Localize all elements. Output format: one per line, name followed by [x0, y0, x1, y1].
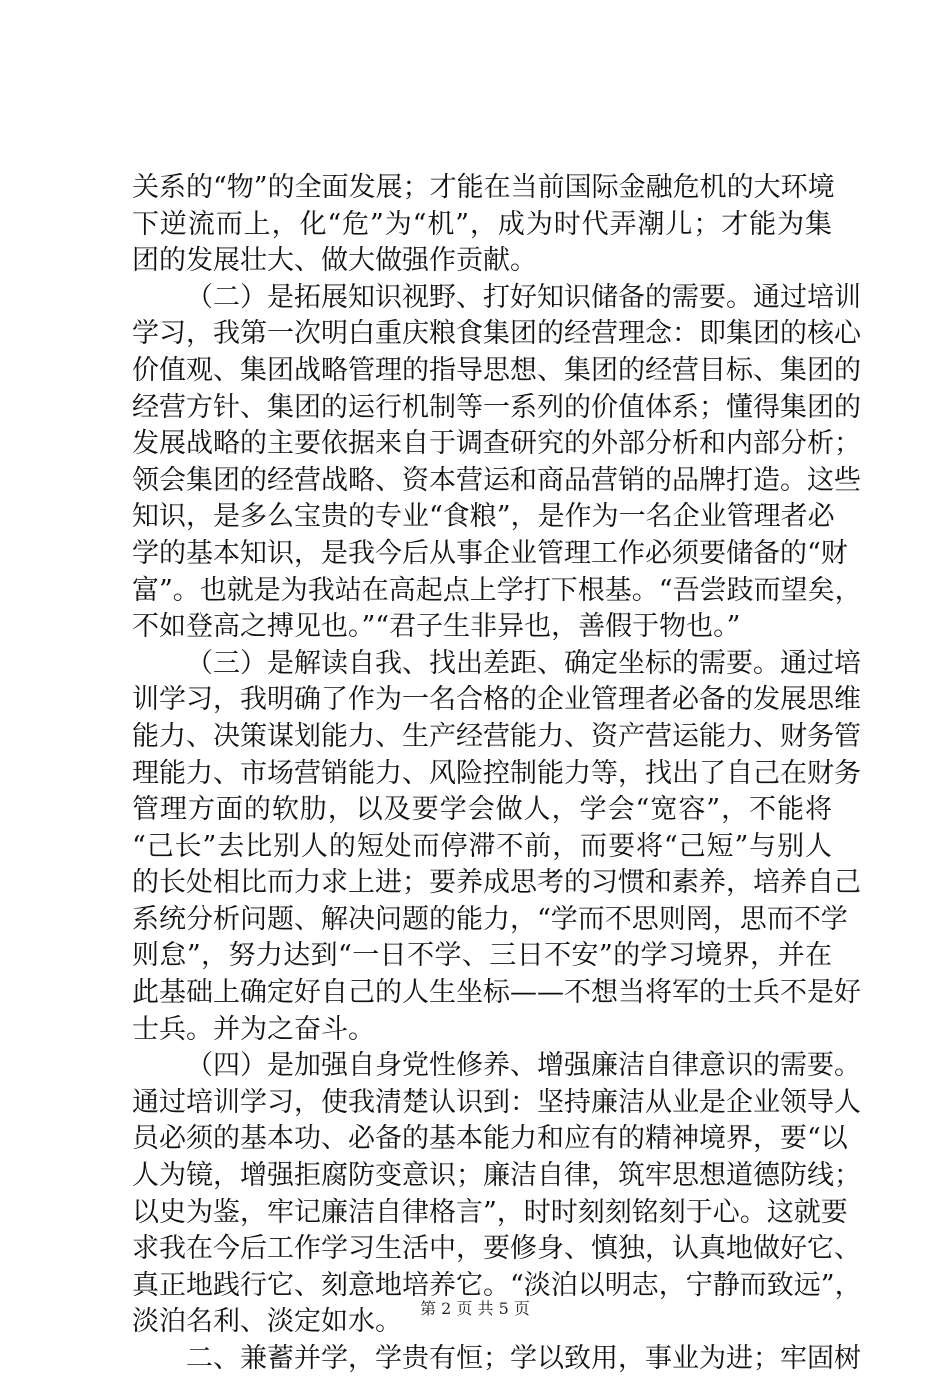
- text-line: 经营方针、集团的运行机制等一系列的价值体系；懂得集团的: [132, 391, 861, 423]
- text-line: （三）是解读自我、找出差距、确定坐标的需要。通过培: [186, 647, 861, 679]
- body-text: [132, 170, 862, 1378]
- text-line: 人为镜，增强拒腐防变意识；廉洁自律，筑牢思想道德防线；: [132, 1160, 861, 1192]
- text-line: 士兵。并为之奋斗。: [132, 1013, 375, 1045]
- text-line: 下逆流而上，化“危”为“机”，成为时代弄潮儿；才能为集: [132, 208, 832, 240]
- text-line: 训学习，我明确了作为一名合格的企业管理者必备的发展思维: [132, 684, 861, 716]
- text-line: 系统分析问题、解决问题的能力，“学而不思则罔，思而不学: [132, 903, 848, 935]
- text-line: 领会集团的经营战略、资本营运和商品营销的品牌打造。这些: [132, 464, 861, 496]
- text-line: 价值观、集团战略管理的指导思想、集团的经营目标、集团的: [132, 354, 861, 386]
- text-line: 知识，是多么宝贵的专业“食粮”，是作为一名企业管理者必: [132, 501, 835, 533]
- text-line: 能力、决策谋划能力、生产经营能力、资产营运能力、财务管: [132, 720, 861, 752]
- text-line: 求我在今后工作学习生活中，要修身、慎独，认真地做好它、: [132, 1233, 861, 1265]
- text-line: （二）是拓展知识视野、打好知识储备的需要。通过培训: [186, 281, 861, 313]
- text-line: 团的发展壮大、做大做强作贡献。: [132, 245, 537, 277]
- text-line: 此基础上确定好自己的人生坐标——不想当将军的士兵不是好: [132, 977, 861, 1009]
- text-line: 淡泊名利、淡定如水。: [132, 1306, 402, 1338]
- text-line: 则怠”，努力达到“一日不学、三日不安”的学习境界，并在: [132, 940, 832, 972]
- text-line: 理能力、市场营销能力、风险控制能力等，找出了自己在财务: [132, 757, 861, 789]
- text-line: 学习，我第一次明白重庆粮食集团的经营理念：即集团的核心: [132, 318, 861, 350]
- text-line: 的长处相比而力求上进；要养成思考的习惯和素养，培养自己: [132, 867, 861, 899]
- text-line: 以史为鉴，牢记廉洁自律格言”，时时刻刻铭刻于心。这就要: [132, 1196, 848, 1228]
- text-line: 管理方面的软肋，以及要学会做人，学会“宽容”，不能将: [132, 794, 832, 826]
- text-line: 二、兼蓄并学，学贵有恒；学以致用，事业为进；牢固树: [186, 1343, 861, 1374]
- text-line: （四）是加强自身党性修养、增强廉洁自律意识的需要。: [186, 1050, 861, 1082]
- text-line: 学的基本知识，是我今后从事企业管理工作必须要储备的“财: [132, 537, 848, 569]
- text-line: 关系的“物”的全面发展；才能在当前国际金融危机的大环境: [132, 172, 835, 203]
- text-line: 真正地践行它、刻意地培养它。“淡泊以明志，宁静而致远”，: [132, 1269, 862, 1301]
- page-footer: 第 2 页 共 5 页: [420, 1299, 530, 1318]
- text-line: “己长”去比别人的短处而停滞不前，而要将“己短”与别人: [132, 830, 832, 862]
- text-line: 员必须的基本功、必备的基本能力和应有的精神境界，要“以: [132, 1123, 848, 1155]
- text-line: 不如登高之搏见也。”“君子生非异也，善假于物也。”: [132, 611, 741, 643]
- text-line: 发展战略的主要依据来自于调查研究的外部分析和内部分析；: [132, 428, 861, 460]
- text-line: 通过培训学习，使我清楚认识到：坚持廉洁从业是企业领导人: [132, 1086, 861, 1118]
- text-line: 富”。也就是为我站在高起点上学打下根基。“吾尝跂而望矣，: [132, 574, 862, 606]
